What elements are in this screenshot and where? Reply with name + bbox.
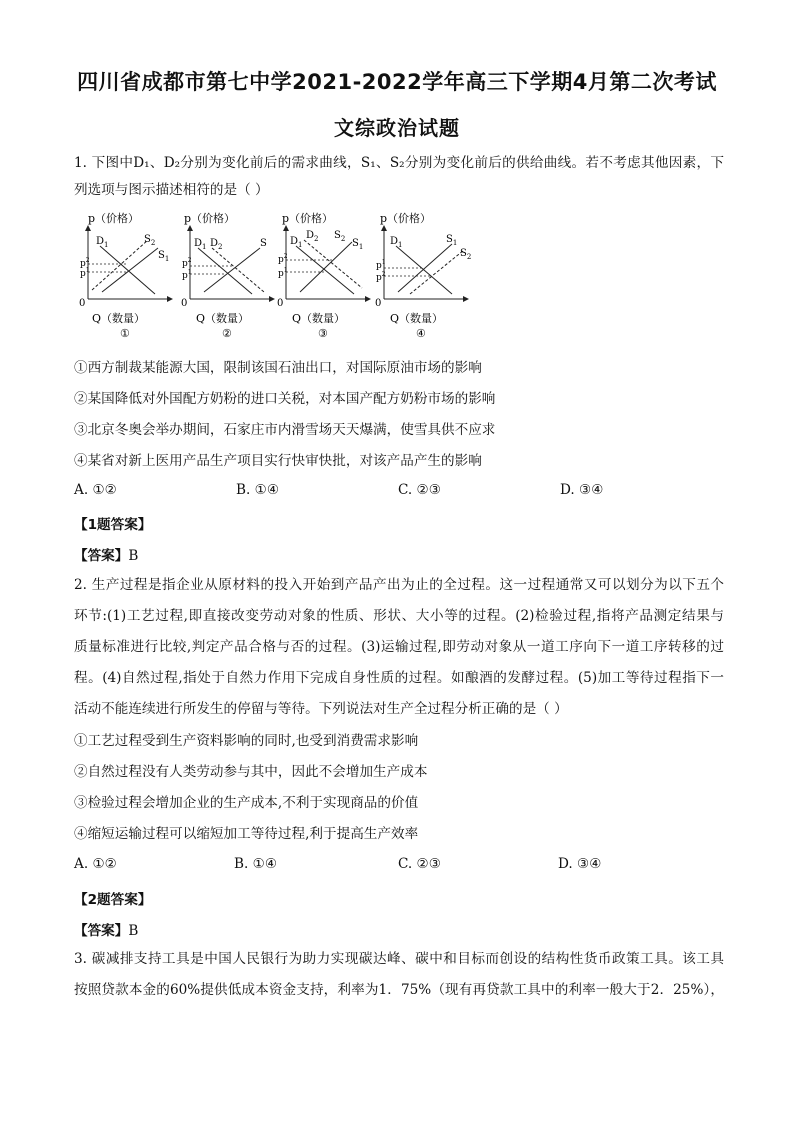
svg-text:D1: $D_1$ [96,236,109,249]
q2-item: ③检验过程会增加企业的生产成本,不利于实现商品的价值 [74,795,419,811]
svg-text:p2: $p^2$ [80,257,90,269]
q1-answer [74,544,138,564]
q1-item: ①西方制裁某能源大国，限制该国石油出口，对国际原油市场的影响 [74,360,482,376]
graph-number: ① [120,327,130,340]
q2-stem-line: 活动不能连续进行所发生的停留与等待。下列说法对生产全过程分析正确的是（ ） [74,701,568,717]
svg-text:p2: $p^2$ [376,271,386,283]
svg-text:S1: $S_1$ [352,238,364,251]
option-b[interactable]: B. ①④ [236,482,280,498]
q2-item: ①工艺过程受到生产资料影响的同时,也受到消费需求影响 [74,733,419,749]
p-axis-label: p（价格） [282,212,334,225]
svg-text:p2: $p^2$ [278,253,288,265]
answer-value: B [128,548,139,564]
graph-1 [79,211,170,340]
demand-curve-d2 [212,248,264,292]
graph-number: ② [222,327,232,340]
q2-stem-line: 环节:(1)工艺过程,即直接改变劳动对象的性质、形状、大小等的过程。(2)检验过程,指将产品测定结果与 [74,608,724,624]
supply-curve-s1 [398,244,452,292]
graph-2 [181,211,272,340]
q1-stem-line-2: 列选项与图示描述相符的是（ ） [74,182,269,198]
svg-text:S2: $S_2$ [334,230,346,243]
q1-item: ②某国降低对外国配方奶粉的进口关税，对本国产配方奶粉市场的影响 [74,391,496,407]
q2-answer-heading: 【2题答案】 [74,892,152,908]
graph-number: ④ [416,327,426,340]
option-d[interactable]: D. ③④ [560,482,604,498]
svg-text:S1: $S_1$ [158,250,170,263]
p-axis-label: p（价格） [184,212,236,225]
supply-curve-s1 [204,248,260,292]
p-axis-label: p（价格） [380,212,432,225]
svg-text:D1: $D_1$ [194,238,207,251]
demand-curve-d1 [198,248,252,294]
svg-text:D2: $D_2$ [306,230,319,243]
svg-text:S2: $S_2$ [144,234,156,247]
exam-subtitle: 文综政治试题 [334,116,460,140]
option-a[interactable]: A. ①② [74,856,117,872]
svg-text:S: S [260,238,267,249]
q3-stem-line: 3. 碳减排支持工具是中国人民银行为助力实现碳达峰、碳中和目标而创设的结构性货币政策工具。该工具 [74,951,724,967]
exam-title: 四川省成都市第七中学2021-2022学年高三下学期4月第二次考试 [77,70,717,94]
q3-stem-line: 按照贷款本金的60%提供低成本资金支持，利率为1．75%（现有再贷款工具中的利率一般大于2．25%）， [74,982,724,998]
option-c[interactable]: C. ②③ [398,482,441,498]
origin-label: 0 [79,298,86,309]
svg-text:D2: $D_2$ [210,238,223,251]
graph-4 [375,211,471,340]
origin-label: 0 [277,298,284,309]
q2-stem-line: 2. 生产过程是指企业从原材料的投入开始到产品产出为止的全过程。这一过程通常又可以划分为以下五个 [74,577,724,593]
svg-text:p1: $p^1$ [182,269,192,281]
q1-item: ③北京冬奥会举办期间，石家庄市内滑雪场天天爆满，使雪具供不应求 [74,422,496,438]
q2-stem-line: 程。(4)自然过程,指处于自然力作用下完成自身性质的过程。如酿酒的发酵过程。(5)加工等待过程指下一 [74,670,724,686]
option-d[interactable]: D. ③④ [558,856,602,872]
svg-text:p1: $p^1$ [80,267,90,279]
q2-answer [74,919,138,939]
q1-stem-line-1: 1. 下图中D₁、D₂分别为变化前后的需求曲线，S₁、S₂分别为变化前后的供给曲线。若不考虑其他因素，下 [74,155,724,171]
q-axis-label: Q（数量） [292,312,346,325]
origin-label: 0 [375,298,382,309]
origin-label: 0 [181,298,188,309]
answer-label: 【答案】 [74,548,129,564]
answer-value: B [128,923,139,939]
option-a[interactable]: A. ①② [74,482,117,498]
option-c[interactable]: C. ②③ [398,856,441,872]
q-axis-label: Q（数量） [92,312,146,325]
q2-options [74,856,724,876]
q2-item: ④缩短运输过程可以缩短加工等待过程,利于提高生产效率 [74,826,419,842]
q1-options [74,482,724,502]
q1-item: ④某省对新上医用产品生产项目实行快审快批，对该产品产生的影响 [74,453,482,469]
svg-text:S1: $S_1$ [446,234,458,247]
svg-text:p1: $p^1$ [278,267,288,279]
svg-text:D1: $D_1$ [390,236,403,249]
q1-graphs [70,206,470,346]
supply-curve-s1 [300,242,352,292]
svg-text:D1: $D_1$ [290,236,303,249]
supply-curve-s2 [410,250,464,294]
graph-3 [277,211,368,340]
supply-curve-s2 [92,240,148,290]
q-axis-label: Q（数量） [196,312,250,325]
q1-answer-heading: 【1题答案】 [74,517,152,533]
q-axis-label: Q（数量） [390,312,444,325]
graph-number: ③ [318,327,328,340]
q2-item: ②自然过程没有人类劳动参与其中，因此不会增加生产成本 [74,764,428,780]
answer-label: 【答案】 [74,923,129,939]
svg-text:p1: $p^1$ [376,259,386,271]
svg-text:S2: $S_2$ [460,248,472,261]
p-axis-label: p（价格） [88,212,140,225]
option-b[interactable]: B. ①④ [234,856,278,872]
q2-stem-line: 质量标准进行比较,判定产品合格与否的过程。(3)运输过程,即劳动对象从一道工序向下一道工序转移的过 [74,639,724,655]
svg-text:p2: $p^2$ [182,257,192,269]
